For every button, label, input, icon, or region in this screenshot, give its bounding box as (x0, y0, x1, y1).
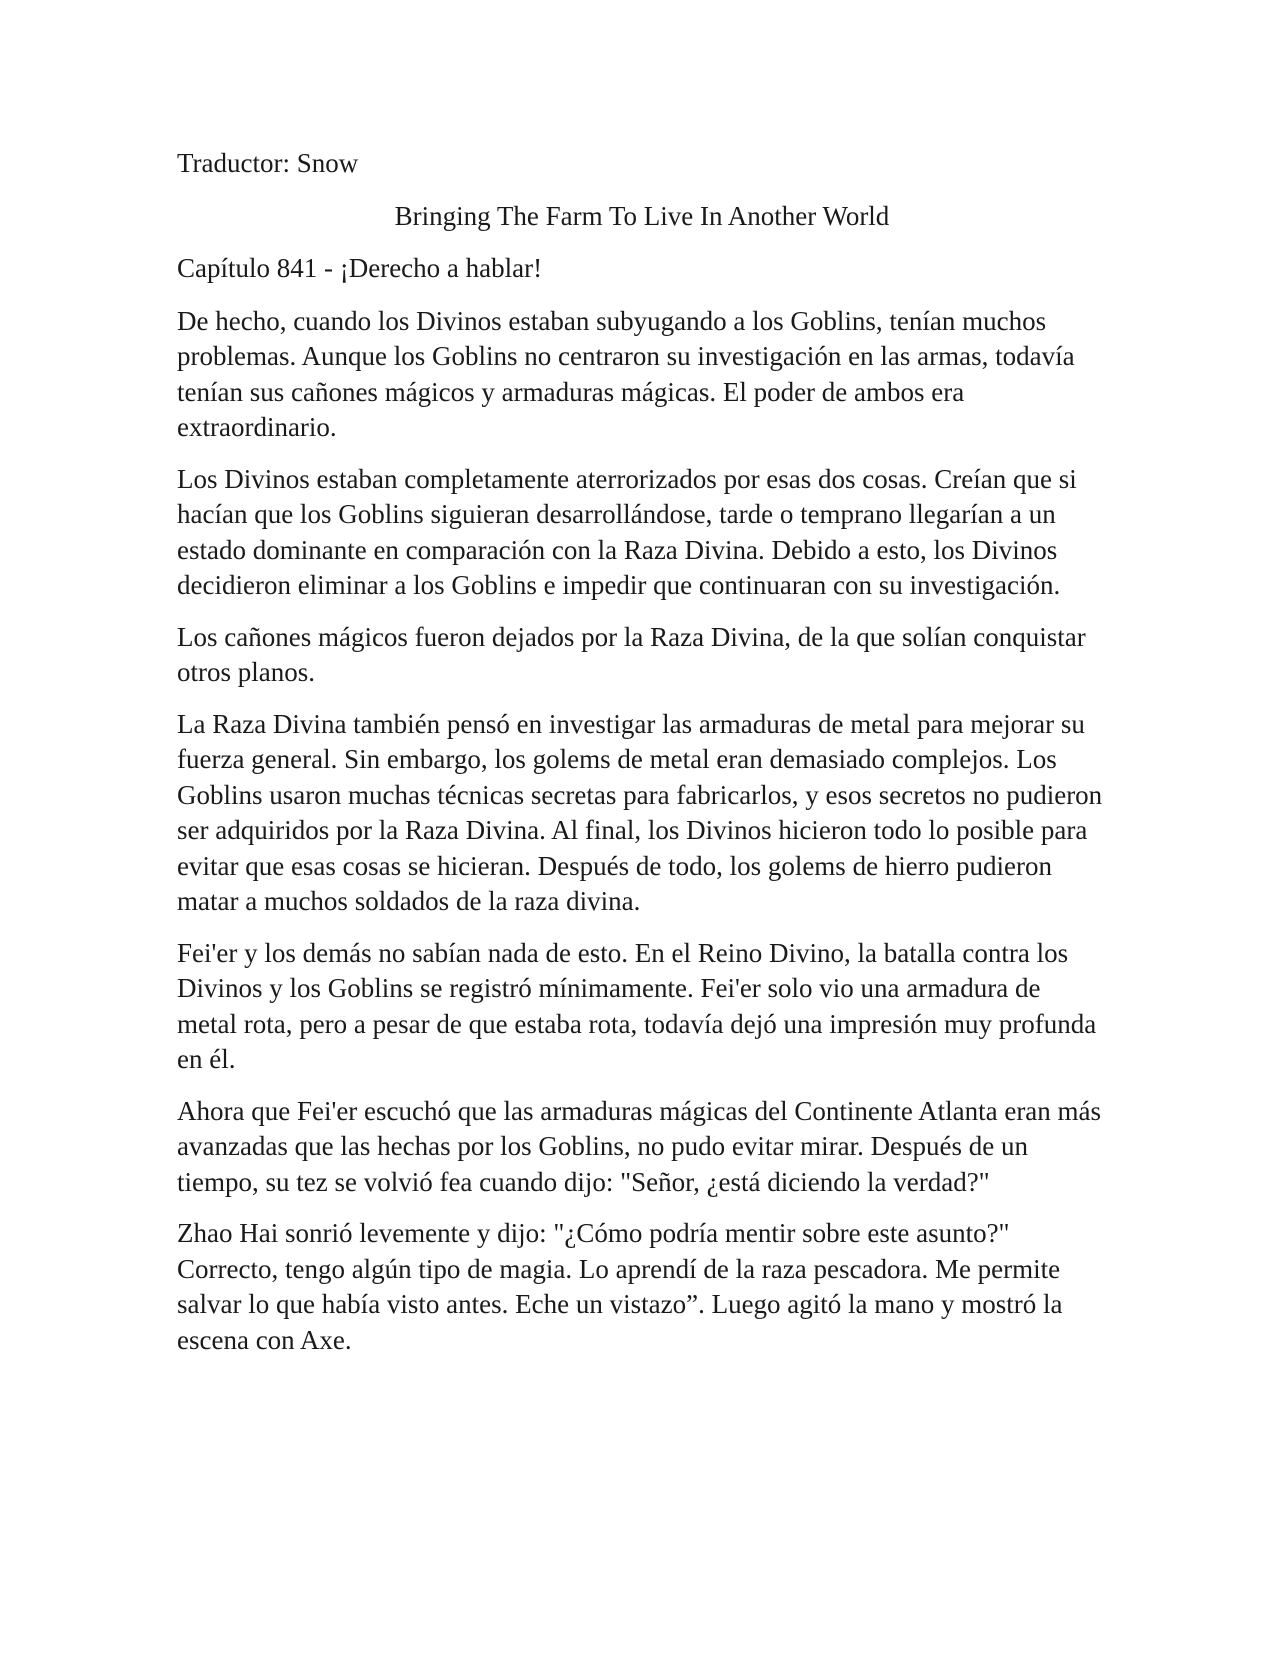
paragraph: La Raza Divina también pensó en investigar las armaduras de metal para mejorar su fuerza general. Sin embargo, los golems de metal eran demasiado complejos. Los Goblins usaron muchas técnicas secretas para fabricarlos, y esos secretos no pudieron ser adquiridos por la Raza Divina. Al final, los Divinos hicieron todo lo posible para evitar que esas cosas se hicieran. Después de todo, los golems de hierro pudieron matar a muchos soldados de la raza divina. (177, 708, 1103, 916)
chapter-heading: Capítulo 841 - ¡Derecho a hablar! (177, 253, 543, 283)
paragraph: De hecho, cuando los Divinos estaban subyugando a los Goblins, tenían muchos problemas. Aunque los Goblins no centraron su investigación en las armas, todavía tenían sus cañones mágicos y armaduras mágicas. El poder de ambos era extraordinario. (177, 305, 1075, 442)
paragraph: Los Divinos estaban completamente aterrorizados por esas dos cosas. Creían que si hacían que los Goblins siguieran desarrollándose, tarde o temprano llegarían a un estado dominante en comparación con la Raza Divina. Debido a esto, los Divinos decidieron eliminar a los Goblins e impedir que continuaran con su investigación. (177, 463, 1077, 600)
paragraph: Ahora que Fei'er escuchó que las armaduras mágicas del Continente Atlanta eran más avanzadas que las hechas por los Goblins, no pudo evitar mirar. Después de un tiempo, su tez se volvió fea cuando dijo: "Señor, ¿está diciendo la verdad?" (177, 1095, 1102, 1197)
paragraph: Fei'er y los demás no sabían nada de esto. En el Reino Divino, la batalla contra los Divinos y los Goblins se registró mínimamente. Fei'er solo vio una armadura de metal rota, pero a pesar de que estaba rota, todavía dejó una impresión muy profunda en él. (177, 937, 1097, 1074)
translator-credit: Traductor: Snow (177, 148, 359, 178)
document-page (177, 146, 1107, 1374)
novel-title: Bringing The Farm To Live In Another World (394, 200, 890, 231)
paragraph: Los cañones mágicos fueron dejados por la Raza Divina, de la que solían conquistar otros planos. (177, 621, 1086, 687)
paragraph: Zhao Hai sonrió levemente y dijo: "¿Cómo podría mentir sobre este asunto?" Correcto, tengo algún tipo de magia. Lo aprendí de la raza pescadora. Me permite salvar lo que había visto antes. Eche un vistazo”. Luego agitó la mano y mostró la escena con Axe. (177, 1218, 1063, 1355)
